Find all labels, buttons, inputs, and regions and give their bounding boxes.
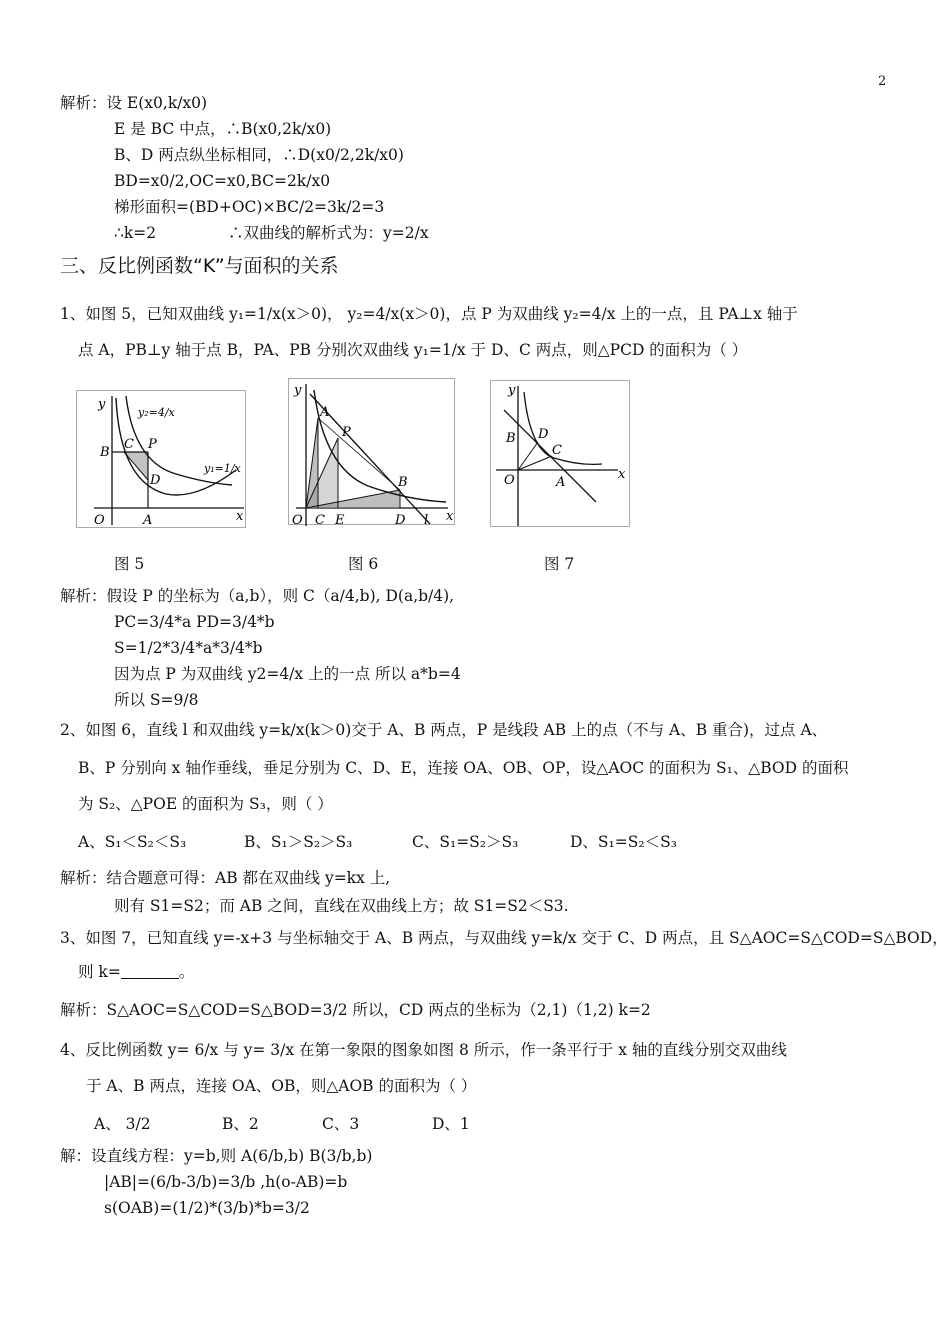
fig6-d-label: D <box>395 513 406 528</box>
intro-line-5: 梯形面积=(BD+OC)×BC/2=3k/2=3 <box>114 198 385 216</box>
fig6-p-label: P <box>342 425 351 440</box>
a1-line-5: 所以 S=9/8 <box>114 691 199 709</box>
a2-line-1: 解析：结合题意可得：AB 都在双曲线 y=kx 上, <box>60 869 391 887</box>
figure-5-caption: 图 5 <box>114 555 145 573</box>
q2-line-1: 2、如图 6，直线 l 和双曲线 y=k/x(k＞0)交于 A、B 两点，P 是线段 AB 上的点（不与 A、B 重合)，过点 A、 <box>60 721 828 739</box>
q4-option-c: C、3 <box>322 1115 360 1133</box>
figure-7-caption: 图 7 <box>544 555 575 573</box>
intro-line-6a: ∴k=2 <box>114 224 157 242</box>
q1-line-1: 1、如图 5，已知双曲线 y₁=1/x(x＞0)， y₂=4/x(x＞0)，点 P 为双曲线 y₂=4/x 上的一点，且 PA⊥x 轴于 <box>60 305 798 323</box>
fig6-c-label: C <box>315 513 325 528</box>
fig5-o-label: O <box>94 513 105 528</box>
fig7-o-label: O <box>504 473 515 488</box>
intro-line-6b: ∴双曲线的解析式为：y=2/x <box>228 224 429 242</box>
fig6-l-label: l <box>424 513 429 528</box>
q4-line-2: 于 A、B 两点，连接 OA、OB，则△AOB 的面积为（ ） <box>86 1077 477 1095</box>
q2-option-d: D、S₁=S₂＜S₃ <box>570 833 677 851</box>
intro-line-3: B、D 两点纵坐标相同，∴D(x0/2,2k/x0) <box>114 146 404 164</box>
fig5-c-label: C <box>124 437 134 452</box>
fig5-x-label: x <box>236 509 244 524</box>
q3-line-1: 3、如图 7，已知直线 y=-x+3 与坐标轴交于 A、B 两点，与双曲线 y=k/x 交于 C、D 两点，且 S△AOC=S△COD=S△BOD， <box>60 929 948 947</box>
fig7-a-label: A <box>556 475 566 490</box>
q4-line-1: 4、反比例函数 y= 6/x 与 y= 3/x 在第一象限的图象如图 8 所示，作一条平行于 x 轴的直线分别交双曲线 <box>60 1041 787 1059</box>
fig5-y1-label: y₁=1/x <box>204 462 241 475</box>
a1-line-4: 因为点 P 为双曲线 y2=4/x 上的一点 所以 a*b=4 <box>114 665 461 683</box>
section-title: 三、反比例函数“K”与面积的关系 <box>60 255 339 277</box>
fig6-y-label: y <box>294 383 302 398</box>
fig5-p-label: P <box>148 437 157 452</box>
q4-option-b: B、2 <box>222 1115 259 1133</box>
fig6-b-label: B <box>398 475 408 490</box>
fig7-x-label: x <box>618 467 626 482</box>
intro-line-1: 解析：设 E(x0,k/x0) <box>60 94 208 112</box>
figure-6 <box>288 378 458 528</box>
a1-line-1: 解析：假设 P 的坐标为（a,b），则 C（a/4,b), D(a,b/4), <box>60 587 455 605</box>
q3-line-2 <box>78 962 194 982</box>
a3-line-1: 解析：S△AOC=S△COD=S△BOD=3/2 所以，CD 两点的坐标为（2,1)（1,2) k=2 <box>60 1001 651 1019</box>
q2-line-3: 为 S₂、△POE 的面积为 S₃，则（ ） <box>78 795 333 813</box>
fig6-o-label: O <box>292 513 303 528</box>
a1-line-2: PC=3/4*a PD=3/4*b <box>114 613 275 631</box>
intro-line-2: E 是 BC 中点，∴B(x0,2k/x0) <box>114 120 332 138</box>
a1-line-3: S=1/2*3/4*a*3/4*b <box>114 639 263 657</box>
intro-line-4: BD=x0/2,OC=x0,BC=2k/x0 <box>114 172 331 190</box>
fig6-x-label: x <box>446 509 454 524</box>
fig5-d-label: D <box>150 473 161 488</box>
fig7-b-label: B <box>506 431 516 446</box>
figure-5 <box>76 390 256 530</box>
figure-7 <box>490 380 635 528</box>
fig7-c-label: C <box>552 443 562 458</box>
fig5-b-label: B <box>100 445 110 460</box>
a4-line-2: |AB|=(6/b-3/b)=3/b ,h(o-AB)=b <box>104 1173 348 1191</box>
fig5-y2-label: y₂=4/x <box>138 406 175 419</box>
fig7-d-label: D <box>538 427 549 442</box>
fig7-y-label: y <box>508 383 516 398</box>
q2-option-c: C、S₁=S₂＞S₃ <box>412 833 519 851</box>
q2-option-a: A、S₁＜S₂＜S₃ <box>78 833 187 851</box>
a2-line-2: 则有 S1=S2；而 AB 之间，直线在双曲线上方；故 S1=S2＜S3. <box>114 897 569 915</box>
q3-suffix: 。 <box>178 963 195 981</box>
q4-option-a: A、 3/2 <box>94 1115 151 1133</box>
q4-option-d: D、1 <box>432 1115 470 1133</box>
q1-line-2: 点 A，PB⊥y 轴于点 B，PA、PB 分别次双曲线 y₁=1/x 于 D、C 两点，则△PCD 的面积为（ ） <box>78 341 748 359</box>
q2-line-2: B、P 分别向 x 轴作垂线，垂足分别为 C、D、E，连接 OA、OB、OP，设△AOC 的面积为 S₁、△BOD 的面积 <box>78 759 849 777</box>
a4-line-1: 解：设直线方程：y=b,则 A(6/b,b) B(3/b,b) <box>60 1147 373 1165</box>
q2-option-b: B、S₁＞S₂＞S₃ <box>244 833 353 851</box>
figure-6-caption: 图 6 <box>348 555 379 573</box>
fig5-y-label: y <box>98 397 106 412</box>
fig6-a-label: A <box>320 405 330 420</box>
q3-prefix: 则 k= <box>78 963 121 981</box>
answer-blank[interactable] <box>121 964 179 979</box>
fig5-a-label: A <box>143 513 153 528</box>
page-number: 2 <box>878 74 887 89</box>
fig6-e-label: E <box>335 513 345 528</box>
a4-line-3: s(OAB)=(1/2)*(3/b)*b=3/2 <box>104 1199 310 1217</box>
